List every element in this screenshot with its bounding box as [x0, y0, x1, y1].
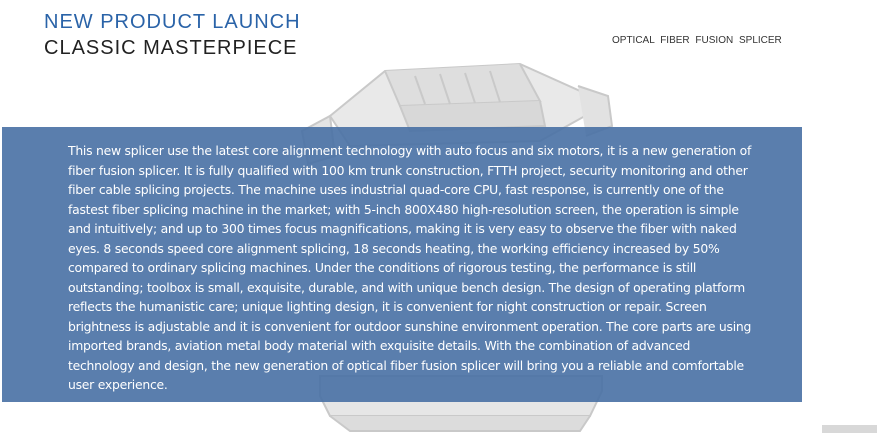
corner-decoration — [822, 425, 877, 433]
headline-line-1: NEW PRODUCT LAUNCH — [44, 11, 301, 33]
description-panel — [2, 127, 802, 402]
description-paragraph: This new splicer use the latest core alignment technology with auto focus and six motors, it is a new generation of fiber fusion splicer. It is fully qualified with 100 km trunk construction, FTTH project, security monitoring and other fiber cable splicing projects. The machine uses industrial quad-core CPU, fast response, is currently one of the fastest fiber splicing machine in the market; with 5-inch 800X480 high-resolution screen, the operation is simple and intuitively; and up to 300 times focus magnifications, making it is very easy to observe the fiber with naked eyes. 8 seconds speed core alignment splicing, 18 seconds heating, the working efficiency increased by 50% compared to ordinary splicing machines. Under the conditions of rigorous testing, the performance is still outstanding; toolbox is small, exquisite, durable, and with unique bench design. The design of operating platform reflects the humanistic care; unique lighting design, it is convenient for night construction or repair. Screen brightness is adjustable and it is convenient for outdoor sunshine environment operation. The core parts are using imported brands, aviation metal body material with exquisite details. With the combination of advanced technology and design, the new generation of optical fiber fusion splicer will bring you a reliable and comfortable user experience. — [68, 143, 752, 392]
headline-line-2: CLASSIC MASTERPIECE — [44, 37, 298, 59]
product-tag: OPTICAL FIBER FUSION SPLICER — [612, 35, 782, 46]
